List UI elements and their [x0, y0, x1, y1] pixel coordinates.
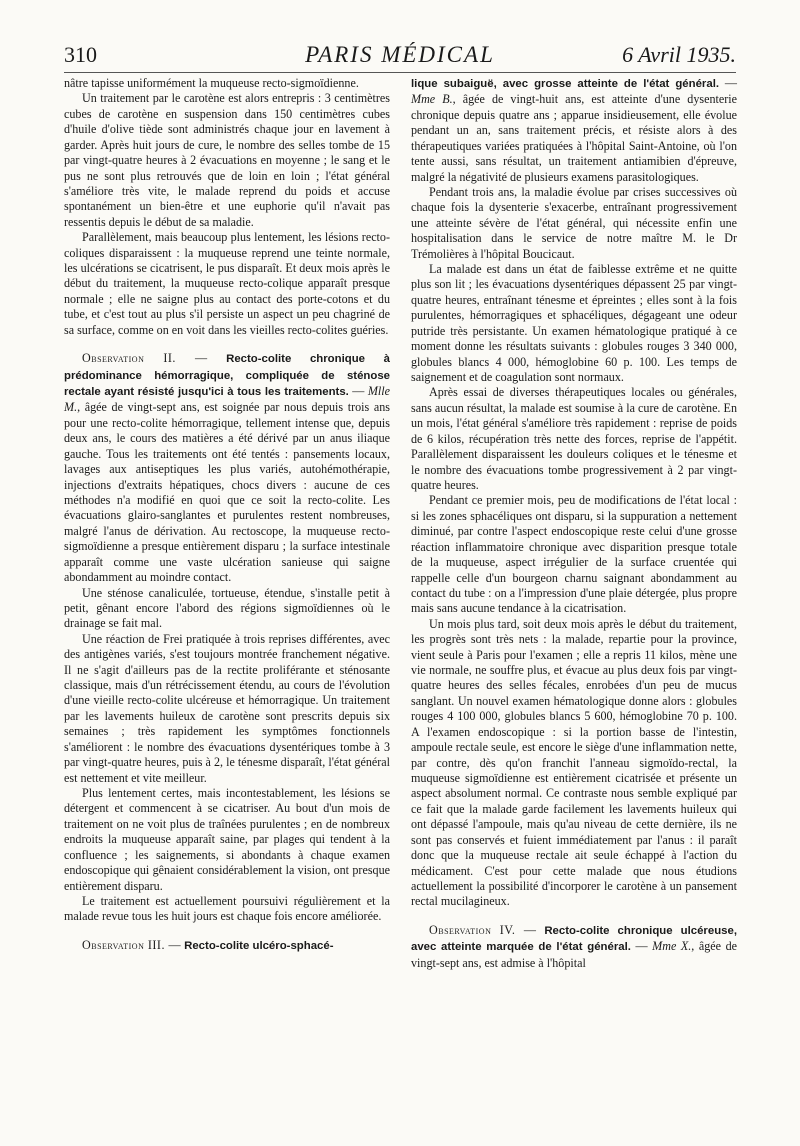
observation-3-start: [64, 938, 390, 954]
observation-title: Recto-colite chronique à prédominance hémorragique, compliquée de sténose rectale ayant résisté jusqu'ici à tous les traitements.: [64, 353, 390, 399]
journal-title: PARIS MÉDICAL: [305, 42, 495, 67]
observation-label: Observation II. —: [82, 351, 208, 366]
dash: —: [630, 939, 653, 954]
observation-text: , âgée de vingt-huit ans, est atteinte d'une dysenterie chronique depuis quatre ans ; apparue insidieusement, elle évolue pendant un an, sans traitement précis, et résiste alors à des thérapeutiques variées pratiquées à l'hôpital Saint-Antoine, où l'on tente aussi, sans résultat, un traitement antiamibien d'épreuve, malgré la négativité de plusieurs examens parasitologiques.: [411, 92, 737, 184]
paragraph: nâtre tapisse uniformément la muqueuse recto-sigmoïdienne.: [64, 76, 359, 90]
observation-title: Recto-colite chronique ulcéreuse, avec atteinte marquée de l'état général.: [411, 924, 737, 954]
observation-label: Observation III. —: [82, 937, 182, 952]
patient-name: Mme B.: [411, 92, 453, 107]
left-column: [64, 76, 390, 954]
paragraph: Parallèlement, mais beaucoup plus lentement, les lésions recto-coliques disparaissent : la muqueuse reprend une teinte normale, les ulcérations se cicatrisent, le pus disparaît. Et deux mois après le début du traitement, la muqueuse recto-colique apparaît presque normale ; elle ne saigne plus au contact des porte-cotons et du tube, et c'est tout au plus s'il persiste un aspect un peu chagriné de sa surface, comme on en voit dans les vieilles recto-colites guéries.: [64, 230, 390, 337]
dash: —: [348, 384, 368, 399]
observation-title: Recto-colite ulcéro-sphacé-: [184, 939, 334, 952]
paragraph: Un mois plus tard, soit deux mois après le début du traitement, les progrès sont très nets : la malade, repartie pour la province, vient seule à Paris pour l'examen ; elle a repris 11 kilos, mène une vie normale, ne souffre plus, et évacue au plus deux fois par vingt-quatre heures des selles fécales, enrobées d'un peu de mucus sanglant. Un nouvel examen hématologique donne alors : globules rouges 4 100 000, globules blancs 5 600, hémoglobine 70 p. 100. A l'examen endoscopique : si la portion basse de l'intestin, ampoule rectale seule, est encore le siège d'une inflammation nette, par contre, dès qu'on franchit l'anneau sigmoïdo-rectal, la muqueuse sigmoïdienne est entièrement cicatrisée et présente un aspect absolument normal. Ce contraste nous semble expliqué par ce fait que la malade garde facilement les lavements huileux qui ont dépassé l'ampoule, mais qu'au niveau de cette dernière, ils ne sont pas conservés et fuient immédiatement par l'anus : il paraît donc que la muqueuse rectale ait seule échappé à l'action du médicament. C'est pour cette malade que nous étudions actuellement la possibilité d'incorporer le carotène à un pansement rectal mucilagineux.: [411, 616, 737, 909]
observation-title: lique subaiguë, avec grosse atteinte de l'état général.: [411, 78, 720, 90]
paragraph: Le traitement est actuellement poursuivi régulièrement et la malade revue tous les huit jours est chaque fois encore améliorée.: [64, 893, 390, 924]
paragraph: Une réaction de Frei pratiquée à trois reprises différentes, avec des antigènes variés, s'est toujours montrée franchement négative. Il ne s'agit d'ailleurs pas de la rectite proliférante et sténosante classique, mais d'un rétrécissement étendu, au cours de l'évolution d'une vieille recto-colite ulcéreuse et hémorragique. Un traitement par les lavements huileux de carotène sont prescrits depuis six semaines ; très rapidement les symptômes fonctionnels s'améliorent : le nombre des évacuations dysentériques tombe à 3 par vingt-quatre heures, puis à 2, le ténesme disparaît, l'état général est nettement et vite meilleur.: [64, 631, 390, 785]
paragraph: Après essai de diverses thérapeutiques locales ou générales, sans aucun résultat, la malade est soumise à la cure de carotène. En un mois, l'état général s'améliore très rapidement : reprise de poids de 6 kilos, récupération très nette des forces, reprise de l'appétit. Parallèlement disparaissent les douleurs coliques et le ténesme et le nombre des évacuations tombe progressivement à 2 par vingt-quatre heures.: [411, 385, 737, 492]
patient-name: Mme X.: [652, 939, 692, 954]
observation-4: [411, 923, 737, 971]
paragraph: Plus lentement certes, mais incontestablement, les lésions se détergent et commencent à se cicatriser. Au bout d'un mois de traitement on ne voit plus de traînées purulentes ; en de nombreux endroits la muqueuse apparaît saine, par plages qui tendent à la confluence ; les saignements, si abondants à chaque examen endoscopique qui gênaient considérablement la vision, ont presque entièrement disparu.: [64, 785, 390, 893]
page-number: 310: [64, 42, 97, 67]
issue-date: 6 Avril 1935.: [622, 42, 736, 67]
observation-label: Observation IV. —: [429, 922, 537, 937]
observation-text: , âgée de vingt-sept ans, est soignée par nous depuis trois ans pour une recto-colite hémorragique, tellement intense que, depuis deux ans, le cours des matières a été dérivé par un anus iliaque gauche. Tous les traitements ont été tentés : pansements locaux, lavages aux antiseptiques les plus variés, autohémothérapie, injections d'extraits hépatiques, chocs divers : aucune de ces méthodes n'a modifié en quoi que ce soit la recto-colite. Les évacuations glairo-sanglantes et purulentes restent nombreuses, malgré l'anus de dérivation. Au rectoscope, la muqueuse recto-sigmoïdienne a presque entièrement disparu ; la surface intestinale apparaît comme une vaste ulcération sanieuse qui saigne abondamment au moindre contact.: [64, 400, 390, 585]
paragraph: Pendant ce premier mois, peu de modifications de l'état local : si les zones sphacéliques ont disparu, si la suppuration a nettement diminué, par contre l'aspect endoscopique reste celui d'une grosse réaction inflammatoire chronique avec disparition presque totale de la muqueuse, aspect irrégulier de la surface cruentée qui rappelle celle d'un bourgeon charnu saignant abondamment au contact du tube : on a l'impression d'une plaie détergée, plus propre mais sans aucune tendance à la cicatrisation.: [411, 493, 737, 616]
paragraph: Une sténose canaliculée, tortueuse, étendue, s'installe petit à petit, gênant encore l'abord des régions sigmoïdiennes où le drainage se fait mal.: [64, 585, 390, 631]
patient-name: Mlle M.: [64, 384, 390, 415]
observation-2: [64, 351, 390, 585]
paragraph: Pendant trois ans, la maladie évolue par crises successives où chaque fois la dysenterie s'exacerbe, entraînant progressivement une atteinte sévère de l'état général, qui nécessite enfin une hospitalisation dans le service de notre maître M. le Dr Trémolières à l'hôpital Boucicaut.: [411, 184, 737, 261]
dash: —: [719, 76, 737, 90]
observation-text: , âgée de vingt-sept ans, est admise à l'hôpital: [411, 939, 737, 970]
header-rule: [64, 72, 736, 73]
paragraph: La malade est dans un état de faiblesse extrême et ne quitte plus son lit ; les évacuations dysentériques dépassent 25 par vingt-quatre heures, entraînant ténesme et épreintes ; elles sont à la fois purulentes, hémorragiques et sphacéliques, dégageant une odeur putride très persistante. Un examen hématologique pratiqué à ce moment donne les résultats suivants : globules rouges 3 340 000, globules blancs 4 000, hémoglobine 60 p. 100. Les temps de saignement et de coagulation sont normaux.: [411, 262, 737, 385]
observation-3-cont: [411, 76, 737, 185]
right-column: [411, 76, 737, 971]
paragraph: Un traitement par le carotène est alors entrepris : 3 centimètres cubes de carotène en suspension dans 150 centimètres cubes d'huile d'olive tiède sont administrés chaque jour en lavement à garder. Après huit jours de cure, le nombre des selles tombe de 15 par vingt-quatre heures à 2 évacuations en moyenne ; le sang et le pus ne sont plus retrouvés que de loin en loin ; l'état général s'améliore très vite, le malade reprend du poids et accuse spontanément un bien-être et une euphorie qu'il n'avait pas ressentis depuis le début de sa maladie.: [64, 91, 390, 229]
